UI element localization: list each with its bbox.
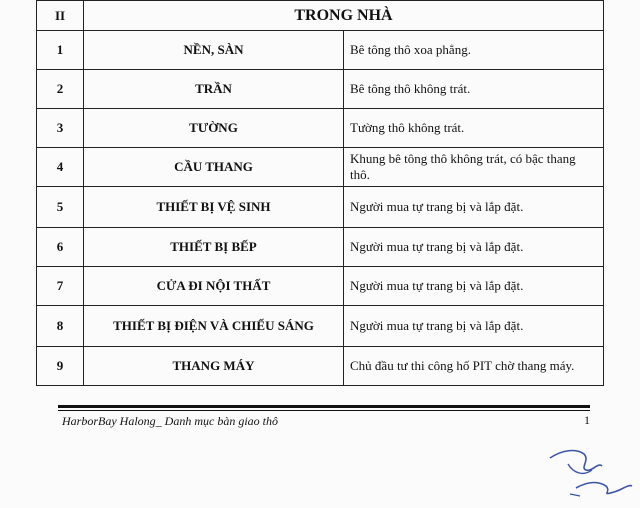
row-number: 9 bbox=[37, 347, 84, 386]
footer-divider-thin bbox=[58, 410, 590, 411]
row-number: 7 bbox=[37, 267, 84, 306]
row-description: Bê tông thô không trát. bbox=[344, 70, 604, 109]
table-row bbox=[37, 306, 604, 347]
section-title: TRONG NHÀ bbox=[84, 1, 604, 31]
section-header-row bbox=[37, 1, 604, 31]
row-number: 6 bbox=[37, 228, 84, 267]
footer-title: HarborBay Halong_ Danh mục bàn giao thô bbox=[62, 414, 278, 428]
table-row bbox=[37, 109, 604, 148]
row-number: 4 bbox=[37, 148, 84, 187]
table-row bbox=[37, 187, 604, 228]
section-index: II bbox=[37, 1, 84, 31]
row-item: THIẾT BỊ VỆ SINH bbox=[84, 187, 344, 228]
table-row bbox=[37, 267, 604, 306]
row-description: Chủ đầu tư thi công hố PIT chờ thang máy. bbox=[344, 347, 604, 386]
table-row bbox=[37, 148, 604, 187]
page-number: 1 bbox=[584, 413, 590, 427]
footer-divider bbox=[58, 405, 590, 408]
row-item: CẦU THANG bbox=[84, 148, 344, 187]
row-item: NỀN, SÀN bbox=[84, 31, 344, 70]
row-number: 5 bbox=[37, 187, 84, 228]
row-description: Khung bê tông thô không trát, có bậc thang thô. bbox=[344, 148, 604, 187]
row-number: 3 bbox=[37, 109, 84, 148]
row-description: Người mua tự trang bị và lắp đặt. bbox=[344, 306, 604, 347]
row-item: CỬA ĐI NỘI THẤT bbox=[84, 267, 344, 306]
table-row bbox=[37, 31, 604, 70]
row-item: THANG MÁY bbox=[84, 347, 344, 386]
table-row bbox=[37, 347, 604, 386]
row-number: 1 bbox=[37, 31, 84, 70]
row-description: Tường thô không trát. bbox=[344, 109, 604, 148]
row-item: TRẦN bbox=[84, 70, 344, 109]
table-row bbox=[37, 228, 604, 267]
row-number: 2 bbox=[37, 70, 84, 109]
table-row bbox=[37, 70, 604, 109]
row-description: Bê tông thô xoa phẳng. bbox=[344, 31, 604, 70]
row-description: Người mua tự trang bị và lắp đặt. bbox=[344, 228, 604, 267]
row-description: Người mua tự trang bị và lắp đặt. bbox=[344, 187, 604, 228]
row-description: Người mua tự trang bị và lắp đặt. bbox=[344, 267, 604, 306]
row-item: TƯỜNG bbox=[84, 109, 344, 148]
row-item: THIẾT BỊ BẾP bbox=[84, 228, 344, 267]
row-number: 8 bbox=[37, 306, 84, 347]
handwritten-signature bbox=[540, 440, 636, 504]
row-item: THIẾT BỊ ĐIỆN VÀ CHIẾU SÁNG bbox=[84, 306, 344, 347]
handover-table bbox=[36, 0, 604, 386]
